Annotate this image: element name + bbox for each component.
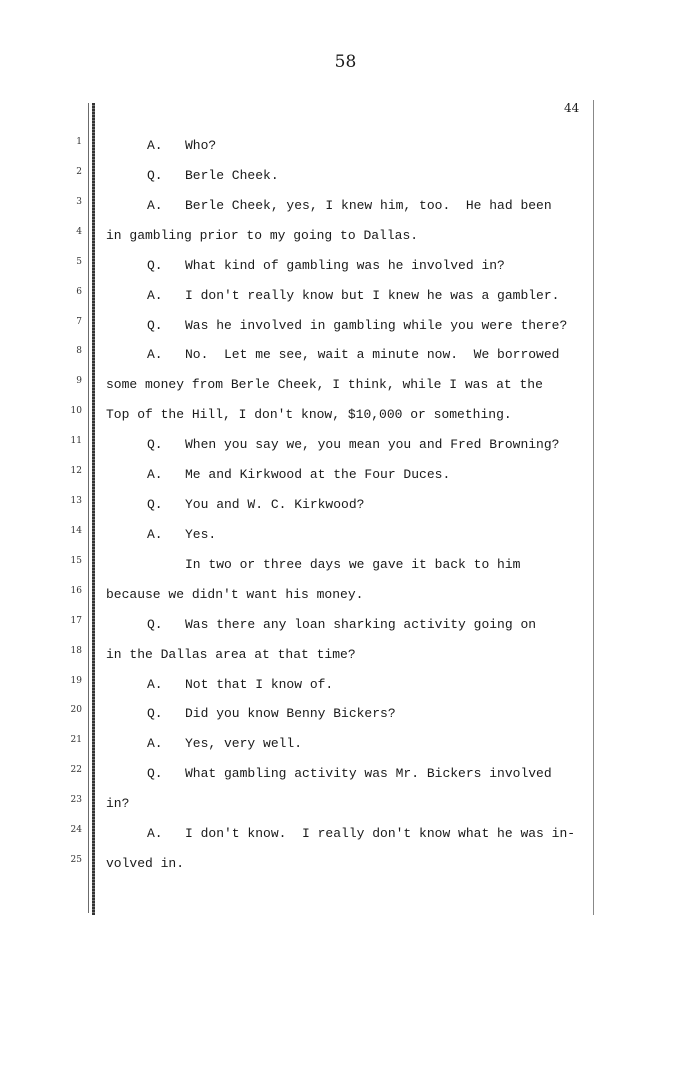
transcript-line-text: volved in. (106, 856, 185, 871)
right-margin-rule (593, 100, 594, 915)
transcript-line-text: Top of the Hill, I don't know, $10,000 or something. (106, 407, 512, 422)
transcript-line-text: Was there any loan sharking activity going on (185, 617, 537, 632)
speaker-marker: A. (147, 347, 163, 362)
line-number: 14 (70, 526, 82, 536)
line-number: 3 (76, 197, 82, 207)
line-number: 20 (70, 705, 82, 715)
line-number: 7 (76, 317, 82, 327)
line-number: 10 (70, 406, 82, 416)
speaker-marker: Q. (147, 258, 163, 273)
transcript-line-text: in gambling prior to my going to Dallas. (106, 228, 419, 243)
transcript-line-text: You and W. C. Kirkwood? (185, 497, 365, 512)
transcript-line-text: Not that I know of. (185, 677, 334, 692)
speaker-marker: Q. (147, 168, 163, 183)
speaker-marker: Q. (147, 766, 163, 781)
transcript-line-text: Me and Kirkwood at the Four Duces. (185, 467, 451, 482)
line-number: 13 (70, 496, 82, 506)
transcript-line-text: Yes, very well. (185, 736, 303, 751)
transcript-line-text: in? (106, 796, 130, 811)
line-number: 16 (70, 586, 82, 596)
transcript-line-text: Was he involved in gambling while you were there? (185, 318, 568, 333)
line-number: 11 (70, 436, 82, 446)
line-number: 17 (70, 616, 82, 626)
speaker-marker: Q. (147, 497, 163, 512)
transcript-line-text: What kind of gambling was he involved in? (185, 258, 505, 273)
transcript-line-text: because we didn't want his money. (106, 587, 364, 602)
line-number: 25 (70, 855, 82, 865)
speaker-marker: Q. (147, 437, 163, 452)
line-number: 22 (70, 765, 82, 775)
line-number: 15 (70, 556, 82, 566)
left-margin-double-rule (92, 103, 95, 915)
line-number: 1 (76, 137, 82, 147)
transcript-line-text: Did you know Benny Bickers? (185, 706, 396, 721)
line-number: 8 (76, 346, 82, 356)
transcript-line-text: Yes. (185, 527, 217, 542)
corner-page-number: 44 (564, 101, 580, 115)
transcript-line-text: What gambling activity was Mr. Bickers involved (185, 766, 552, 781)
speaker-marker: A. (147, 138, 163, 153)
speaker-marker: A. (147, 467, 163, 482)
speaker-marker: Q. (147, 318, 163, 333)
transcript-line-text: Berle Cheek, yes, I knew him, too. He had been (185, 198, 552, 213)
line-number: 24 (70, 825, 82, 835)
transcript-line-text: When you say we, you mean you and Fred Browning? (185, 437, 560, 452)
transcript-line-text: I don't know. I really don't know what he was in- (185, 826, 576, 841)
transcript-line-text: Berle Cheek. (185, 168, 279, 183)
transcript-line-text: I don't really know but I knew he was a gambler. (185, 288, 560, 303)
line-number: 18 (70, 646, 82, 656)
speaker-marker: Q. (147, 706, 163, 721)
speaker-marker: A. (147, 288, 163, 303)
line-number: 9 (76, 376, 82, 386)
speaker-marker: A. (147, 198, 163, 213)
speaker-marker: A. (147, 527, 163, 542)
line-number: 21 (70, 735, 82, 745)
line-number: 5 (76, 257, 82, 267)
line-number: 12 (70, 466, 82, 476)
line-number: 19 (70, 676, 82, 686)
speaker-marker: A. (147, 826, 163, 841)
transcript-line-text: In two or three days we gave it back to him (185, 557, 521, 572)
page-number: 58 (334, 52, 357, 72)
transcript-line-text: No. Let me see, wait a minute now. We borrowed (185, 347, 560, 362)
left-margin-rule (88, 103, 89, 913)
transcript-line-text: Who? (185, 138, 217, 153)
speaker-marker: Q. (147, 617, 163, 632)
transcript-line-text: some money from Berle Cheek, I think, while I was at the (106, 377, 543, 392)
line-number: 23 (70, 795, 82, 805)
line-number: 6 (76, 287, 82, 297)
line-number: 4 (76, 227, 82, 237)
speaker-marker: A. (147, 677, 163, 692)
line-number: 2 (76, 167, 82, 177)
transcript-line-text: in the Dallas area at that time? (106, 647, 356, 662)
speaker-marker: A. (147, 736, 163, 751)
